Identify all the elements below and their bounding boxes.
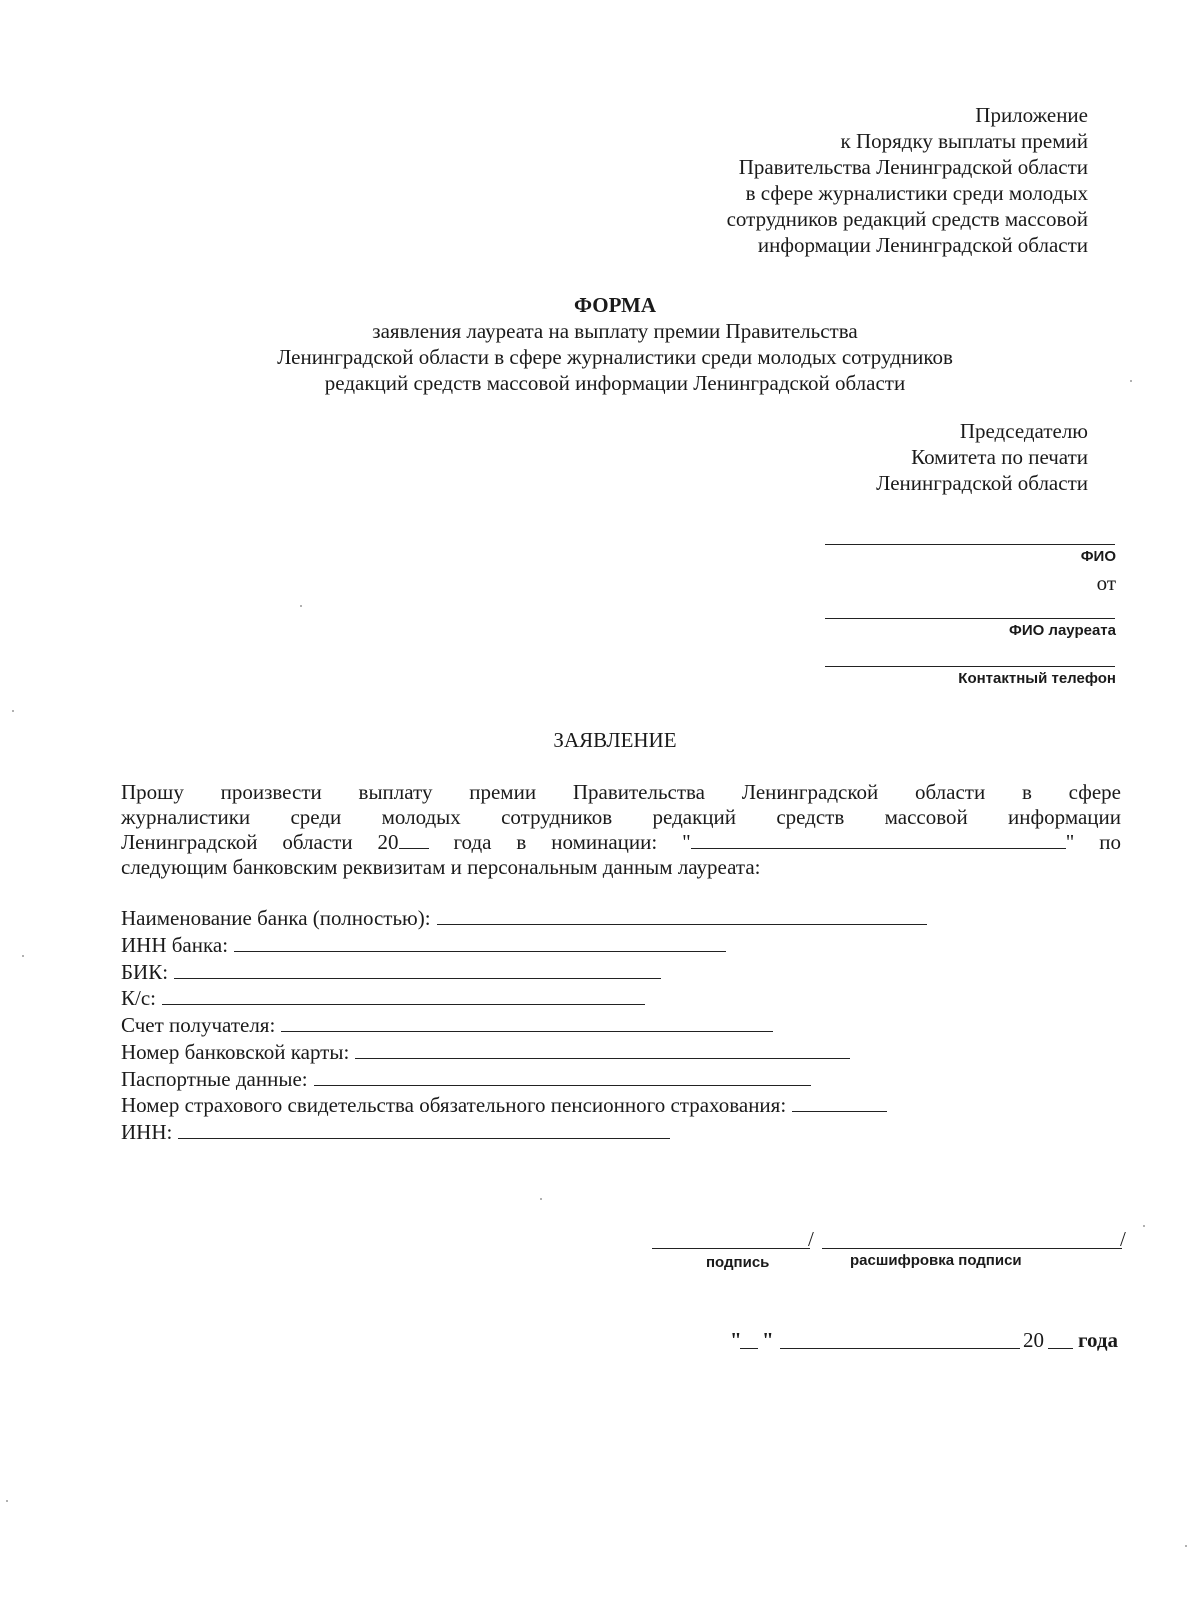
statement-line: следующим банковским реквизитам и персональным данным лауреата:: [121, 855, 761, 879]
statement-line: Прошу произвести выплату премии Правительства Ленинградской области в сфере: [121, 780, 1121, 804]
statement-title: ЗАЯВЛЕНИЕ: [553, 728, 677, 752]
appendix-line: в сфере журналистики среди молодых: [745, 181, 1088, 205]
from-label: от: [1096, 571, 1116, 595]
appendix-line: сотрудников редакций средств массовой: [726, 207, 1088, 231]
field-label: Паспортные данные:: [121, 1067, 308, 1091]
passport-blank[interactable]: [314, 1071, 811, 1086]
signature-decode-caption: расшифровка подписи: [850, 1252, 1022, 1269]
scan-speck: [12, 710, 14, 712]
field-label: ИНН:: [121, 1120, 173, 1144]
year-blank[interactable]: [399, 832, 429, 849]
statement-line-nomination: [121, 830, 1121, 855]
addressee-line: Ленинградской области: [876, 471, 1088, 495]
scan-speck: [1143, 1225, 1145, 1227]
field-label: Номер страхового свидетельства обязательного пенсионного страхования:: [121, 1093, 787, 1117]
form-subtitle-line: заявления лауреата на выплату премии Правительства: [372, 319, 858, 343]
field-recipient-account: [121, 1013, 773, 1038]
corr-account-blank[interactable]: [162, 990, 645, 1005]
form-subtitle: [200, 318, 1030, 396]
nomination-blank[interactable]: [691, 832, 1066, 849]
scan-speck: [22, 955, 24, 957]
date-year-prefix: 20: [1023, 1328, 1044, 1352]
bik-blank[interactable]: [174, 964, 661, 979]
field-snils: [121, 1093, 887, 1118]
date-year-suffix: года: [1078, 1328, 1119, 1352]
field-label: К/с:: [121, 986, 156, 1010]
statement-text: Ленинградской области 20: [121, 830, 399, 854]
snils-blank[interactable]: [792, 1097, 887, 1112]
form-title: ФОРМА: [573, 293, 657, 317]
date-month-line[interactable]: [780, 1348, 1020, 1349]
field-label: БИК:: [121, 960, 169, 984]
field-label: Счет получателя:: [121, 1013, 276, 1037]
scan-speck: [1130, 380, 1132, 382]
statement-line: журналистики среди молодых сотрудников редакций средств массовой информации: [121, 805, 1121, 829]
inn-blank[interactable]: [178, 1124, 670, 1139]
form-subtitle-line: Ленинградской области в сфере журналистики среди молодых сотрудников: [277, 345, 953, 369]
date-quote-close: ": [762, 1328, 774, 1352]
statement-paragraph: [121, 780, 1121, 880]
field-bank-inn: [121, 933, 726, 958]
signature-slash-end: /: [1120, 1227, 1126, 1251]
appendix-line: Приложение: [975, 103, 1088, 127]
laureate-fio-caption: ФИО лауреата: [1009, 622, 1116, 639]
appendix-line: Правительства Ленинградской области: [738, 155, 1088, 179]
appendix-line: к Порядку выплаты премий: [840, 129, 1088, 153]
bank-name-blank[interactable]: [437, 910, 927, 925]
signature-line[interactable]: [652, 1248, 810, 1249]
statement-text: года в номинации: ": [428, 830, 691, 854]
date-quote-open: ": [730, 1328, 742, 1352]
field-label: Номер банковской карты:: [121, 1040, 350, 1064]
signature-decode-line[interactable]: [822, 1248, 1122, 1249]
appendix-header: [568, 102, 1088, 258]
scan-speck: [1185, 1545, 1187, 1547]
signature-slash: /: [808, 1227, 814, 1251]
recipient-account-blank[interactable]: [281, 1017, 773, 1032]
addressee-block: [768, 418, 1088, 496]
addressee-line: Председателю: [959, 419, 1088, 443]
phone-line[interactable]: [825, 666, 1115, 667]
date-year-line[interactable]: [1048, 1348, 1073, 1349]
field-label: Наименование банка (полностью):: [121, 906, 431, 930]
field-passport: [121, 1067, 811, 1092]
fio-caption: ФИО: [1080, 548, 1116, 565]
field-card-number: [121, 1040, 850, 1065]
signature-caption: подпись: [706, 1254, 770, 1271]
scan-speck: [6, 1500, 8, 1502]
field-bank-name: [121, 906, 927, 931]
scan-speck: [540, 1198, 542, 1200]
addressee-line: Комитета по печати: [911, 445, 1088, 469]
field-inn: [121, 1120, 670, 1145]
bank-inn-blank[interactable]: [234, 937, 726, 952]
chairman-fio-line[interactable]: [825, 544, 1115, 545]
laureate-fio-line[interactable]: [825, 618, 1115, 619]
statement-text: " по: [1065, 830, 1122, 854]
field-bik: [121, 960, 661, 985]
field-label: ИНН банка:: [121, 933, 229, 957]
field-corr-account: [121, 986, 645, 1011]
appendix-line: информации Ленинградской области: [757, 233, 1088, 257]
form-subtitle-line: редакций средств массовой информации Ленинградской области: [324, 371, 906, 395]
card-number-blank[interactable]: [355, 1044, 850, 1059]
date-day-line[interactable]: [740, 1348, 758, 1349]
phone-caption: Контактный телефон: [958, 670, 1116, 687]
scan-speck: [300, 605, 302, 607]
